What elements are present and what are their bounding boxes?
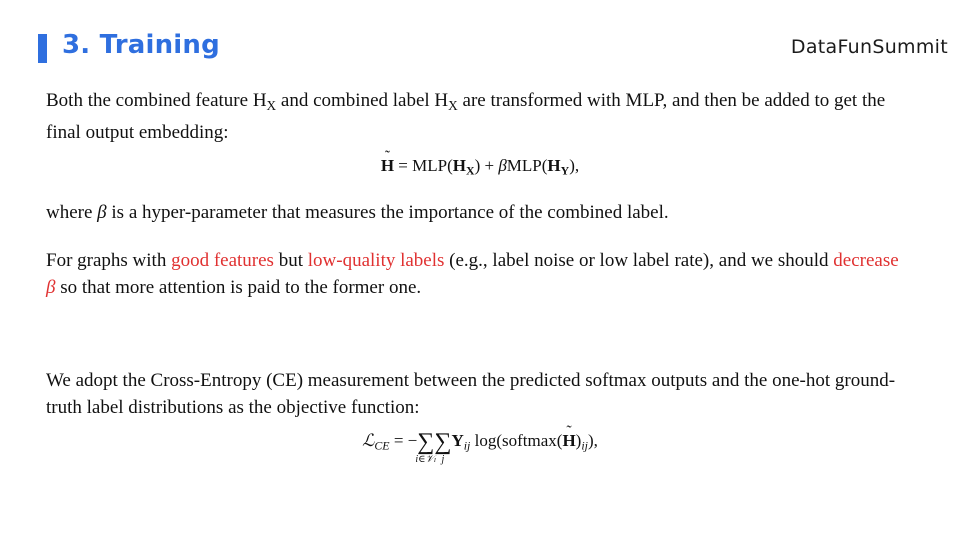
eq-part: ) +: [474, 156, 499, 175]
text-segment: where: [46, 202, 98, 223]
text-segment: (e.g., label noise or low label rate), and we should: [444, 250, 834, 271]
text-segment: and combined label H: [276, 90, 449, 111]
sum-symbol: ∑: [417, 429, 435, 455]
brand-logo-text: DataFunSummit: [790, 36, 948, 58]
eq-subscript: Y: [560, 163, 570, 178]
equation-output-embedding: [0, 156, 960, 179]
highlight-beta: β: [46, 277, 56, 298]
eq-subscript: ij: [463, 438, 471, 453]
paragraph-mlp-transform: [46, 87, 906, 146]
text-segment: is a hyper-parameter that measures the importance of the combined label.: [106, 202, 669, 223]
paragraph-graph-guidance: [46, 247, 906, 301]
beta-symbol: β: [97, 202, 107, 223]
eq-part: ),: [569, 156, 580, 175]
text-segment: are transformed with MLP, and then be added to get the final output embedding:: [46, 90, 886, 143]
eq-subscript: CE: [374, 438, 390, 453]
highlight-good-features: good features: [171, 250, 274, 271]
eq-part: H: [547, 156, 561, 175]
eq-loss-symbol: ℒ: [362, 430, 375, 450]
sum-index: i∈𝒱ₗ: [415, 454, 437, 465]
sum-over-nodes: [415, 429, 437, 465]
paragraph-cross-entropy: We adopt the Cross-Entropy (CE) measurement between the predicted softmax outputs and the one-hot ground-truth label distributions as the objective function:: [46, 370, 896, 418]
eq-subscript: ij: [581, 438, 588, 453]
eq-part: MLP(: [506, 156, 548, 175]
paragraph-beta-definition: [46, 199, 906, 226]
sum-symbol: ∑: [434, 429, 452, 455]
equation-cross-entropy-loss: [0, 429, 960, 465]
text-segment: Both the combined feature H: [46, 90, 267, 111]
slide-title: 3. Training: [62, 30, 220, 60]
eq-part: = −: [389, 430, 418, 450]
title-accent-bar: [38, 34, 47, 63]
eq-lhs: ˜ H: [381, 156, 394, 176]
highlight-low-quality-labels: low-quality labels: [307, 250, 445, 271]
eq-subscript: X: [465, 163, 475, 178]
eq-part: log(softmax(: [470, 430, 563, 450]
eq-part: H: [452, 156, 466, 175]
eq-part: ˜ H: [562, 431, 575, 451]
eq-part: = MLP(: [394, 156, 453, 175]
text-segment: For graphs with: [46, 250, 172, 271]
subscript: X: [266, 97, 277, 113]
eq-part: ): [575, 430, 582, 450]
eq-beta: β: [498, 156, 507, 175]
subscript: X: [448, 97, 458, 113]
sum-index: j: [441, 454, 445, 465]
highlight-decrease: decrease: [833, 250, 899, 271]
eq-part: ),: [587, 430, 598, 450]
sum-over-classes: [434, 429, 452, 465]
text-segment: but: [273, 250, 308, 271]
eq-part: Y: [451, 430, 464, 450]
text-segment: so that more attention is paid to the former one.: [55, 277, 422, 298]
